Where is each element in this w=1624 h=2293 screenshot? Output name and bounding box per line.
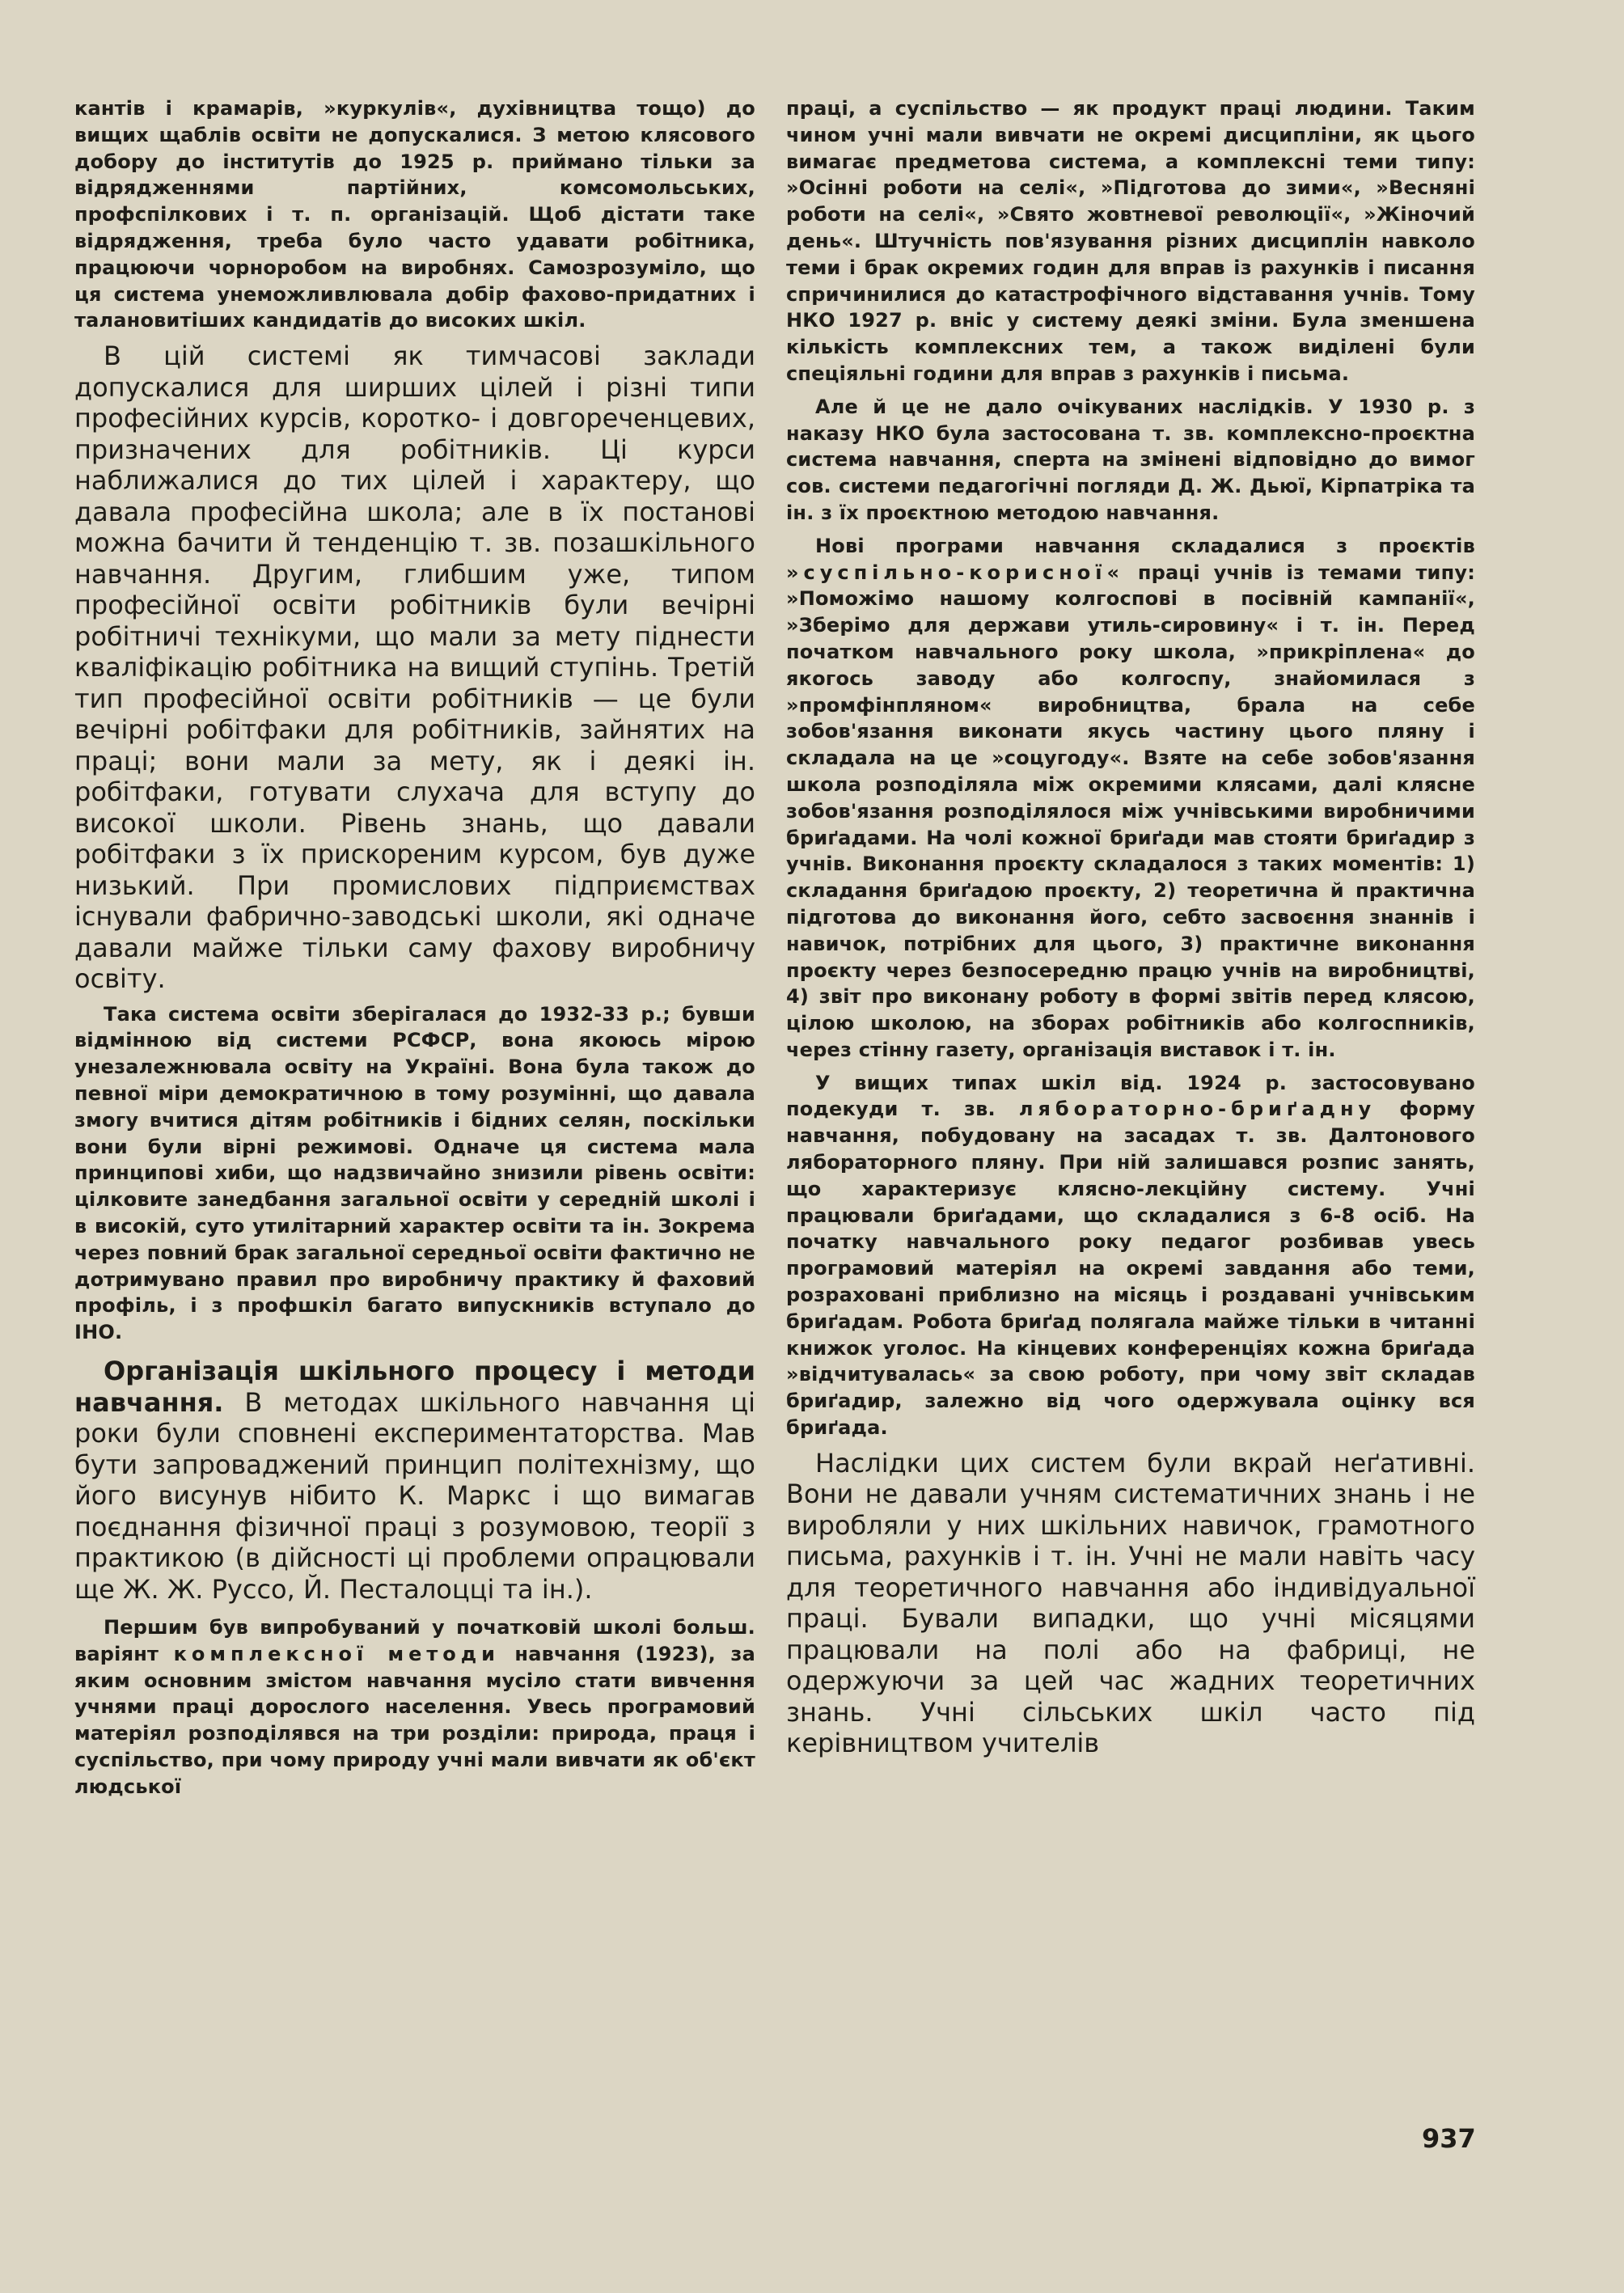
text-run: У вищих типах шкіл від. 1924 р. застосовувано подекуди т. зв. (786, 1071, 1475, 1121)
section-paragraph (74, 1356, 755, 1605)
right-column (786, 95, 1475, 1759)
left-column (74, 95, 755, 1800)
paragraph: кантів і крамарів, »куркулів«, духівництва тощо) до вищих щаблів освіти не допускалися. З метою клясового добору до інститутів до 1925 р. приймано тільки за відрядженнями партійних, комсомольських, профспілкових і т. п. організацій. Щоб дістати таке відрядження, треба було часто удавати робітника, працюючи чорноробом на виробнях. Самозрозуміло, що ця система унеможливлювала добір фахово-придатних і талановитіших кандидатів до високих шкіл. (74, 97, 755, 332)
section-text: В методах шкільного навчання ці роки були сповнені експериментаторства. Мав бути запроваджений принцип політехнізму, що його висунув нібито К. Маркс і що вимагав поєднання фізичної праці з розумовою, теорії з практикою (в дійсності ці проблеми опрацювали ще Ж. Ж. Руссо, Й. Песталоцці та ін.). (74, 1386, 755, 1605)
section-heading: Організація шкільного процесу і методи навчання. (74, 1356, 755, 1418)
paragraph (74, 1614, 755, 1800)
paragraph (786, 1070, 1475, 1441)
text-run: Нові програми навчання складалися з проєктів (815, 534, 1475, 557)
page-number: 937 (1422, 2123, 1476, 2154)
paragraph: Але й це не дало очікуваних наслідків. У 1930 р. з наказу НКО була застосована т. зв. комплексно-проєктна система навчання, сперта на змінені відповідно до вимог сов. системи педагогічні погляди Д. Ж. Дьюї, Кірпатріка та ін. з їх проєктною методою навчання. (786, 395, 1475, 524)
text-run: праці учнів із темами типу: »Поможімо нашому колгоспові в посівній кампанії«, »Зберімо для держави утиль-сировину« і т. ін. Перед початком навчального року школа, »прикріплена« до якогось заводу або колгоспу, знайомилася з »промфінпляном« виробництва, брала на себе зобов'язання виконати якусь частину цього пляну і складала на це »соцугоду«. Взяте на себе зобов'язання школа розподіляла між окремими клясами, далі клясне зобов'язання розподілялося між учнівськими виробничими бриґадами. На чолі кожної бриґади мав стояти бриґадир з учнів. Виконання проєкту складалося з таких моментів: 1) складання бриґадою проєкту, 2) теоретична й практична підготова до виконання його, себто засвоєння знаннів і навичок, потрібних для цього, 3) практичне виконання проєкту через безпосередню працю учнів на виробництві, 4) звіт про виконану роботу в формі звітів перед клясою, цілою школою, на зборах робітників або колгоспників, через стінну газету, організація виставок і т. ін. (786, 561, 1475, 1061)
paragraph: Така система освіти зберігалася до 1932-33 р.; бувши відмінною від системи РСФСР, вона якоюсь мірою унезалежнювала освіту на Україні. Вона була також до певної міри демократичною в тому розумінні, що давала змогу вчитися дітям робітників і бідних селян, поскільки вони були вірні режимові. Одначе ця система мала принципові хиби, що надзвичайно знизили рівень освіти: цілковите занедбання загальної освіти у середній школі і в високій, суто утилітарний характер освіти та ін. Зокрема через повний брак загальної середньої освіти фактично не дотримувано правил про виробничу практику й фаховий профіль, і з профшкіл багато випускників вступало до ІНО. (74, 1002, 755, 1344)
paragraph (786, 533, 1475, 1064)
paragraph: Наслідки цих систем були вкрай неґативні. Вони не давали учням систематичних знань і не виробляли у них шкільних навичок, грамотного письма, рахунків і т. ін. Учні не мали навіть часу для теоретичного навчання або індивідуальної праці. Бували випадки, що учні місяцями працювали на полі або на фабриці, не одержуючи за цей час жадних теоретичних знань. Учні сільських шкіл часто під керівництвом учителів (786, 1447, 1475, 1759)
spaced-term: ляборaторно-бриґадну (1018, 1098, 1377, 1121)
text-run: навчання (1923), за яким основним змістом навчання мусіло стати вивчення учнями праці дорослого населення. Увесь програмовий матеріял розподілявся на три розділи: природа, праця і суспільство, при чому природу учні мали вивчати як об'єкт людської (74, 1642, 755, 1798)
text-run: Першим був випробуваний у початковій школі больш. варіянт (74, 1616, 755, 1665)
paragraph: праці, а суспільство — як продукт праці людини. Таким чином учні мали вивчати не окремі дисципліни, як цього вимагає предметова система, а комплексні теми типу: »Осінні роботи на селі«, »Підготова до зими«, »Весняні роботи на селі«, »Свято жовтневої революції«, »Жіночий день«. Штучність пов'язування різних дисциплін навколо теми і брак окремих годин для вправ із рахунків і писання спричинилися до катастрофічного відставання учнів. Тому НКО 1927 р. вніс у систему деякі зміни. Була зменшена кількість комплексних тем, а також виділені були спеціяльні години для вправ з рахунків і письма. (786, 97, 1475, 385)
spaced-term: комплексної методи (173, 1642, 500, 1665)
paragraph: В цій системі як тимчасові заклади допускалися для ширших цілей і різні типи професійних курсів, коротко- і довгореченцевих, призначених для робітників. Ці курси наближалися до тих цілей і характеру, що давала професійна школа; але в їх постанові можна бачити й тенденцію т. зв. позашкільного навчання. Другим, глибшим уже, типом професійної освіти робітників були вечірні робітничі технікуми, що мали за мету піднести кваліфікацію робітника на вищий ступінь. Третій тип професійної освіти робітників — це були вечірні робітфаки для робітників, зайнятих на праці; вони мали за мету, як і деякі ін. робітфаки, готувати слухача для вступу до високої школи. Рівень знань, що давали робітфаки з їх прискореним курсом, був дуже низький. При промислових підприємствах існували фабрично-заводські школи, які одначе давали майже тільки саму фахову виробничу освіту. (74, 341, 755, 995)
spaced-term: »суспільно-корисної« (786, 561, 1124, 584)
text-run: форму навчання, побудовану на засадах т. зв. Далтонового лябораторного пляну. При ній залишався розпис занять, що характеризує клясно-лекційну систему. Учні працювали бриґадами, що складалися з 6-8 осіб. На початку навчального року педагог розбивав увесь програмовий матеріял на окремі завдання або теми, розраховані приблизно на місяць і роздавані учнівським бриґадам. Робота бриґад полягала майже тільки в читанні книжок уголос. На кінцевих конференціях кожна бриґада »відчитувалась« за свою роботу, при чому звіт складав бриґадир, залежно від чого одержувала оцінку вся бриґада. (786, 1098, 1475, 1440)
